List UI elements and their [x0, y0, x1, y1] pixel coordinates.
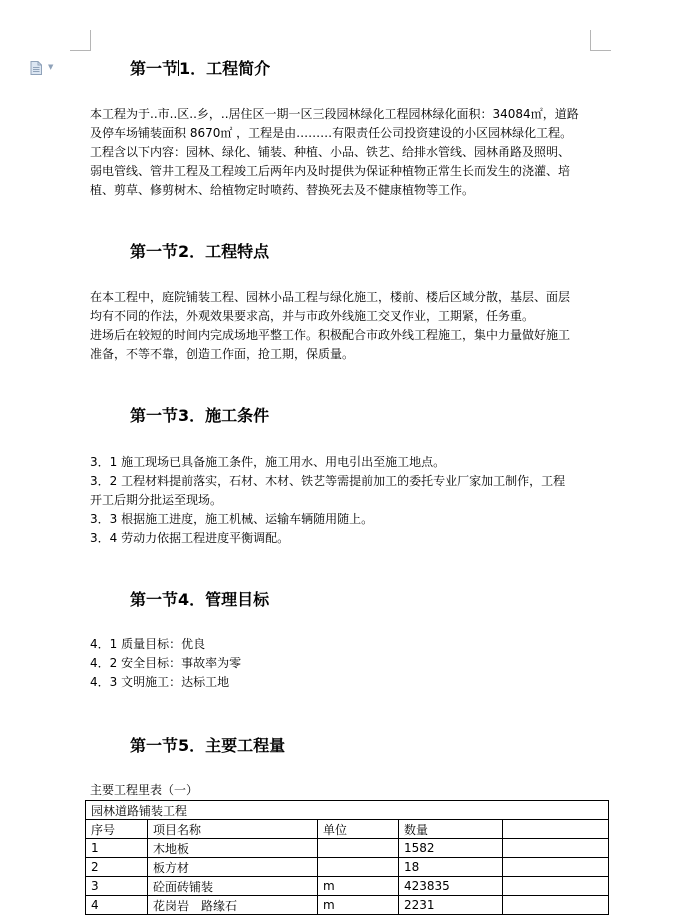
body-line: 均有不同的作法，外观效果要求高，并与市政外线施工交叉作业，工期紧，任务重。 — [90, 309, 535, 323]
table-header-cell: 单位 — [318, 820, 399, 839]
list-item: 4．3 文明施工：达标工地 — [90, 675, 230, 689]
list-item: 3．4 劳动力依据工程进度平衡调配。 — [90, 531, 290, 545]
section-heading-1 — [130, 59, 270, 79]
table-cell: 18 — [399, 858, 503, 877]
text-cursor — [178, 60, 179, 76]
table-cell: m — [318, 896, 399, 915]
table-cell: 4 — [86, 896, 148, 915]
body-line: 准备，不等不靠，创造工作面，抢工期，保质量。 — [90, 347, 355, 361]
table-cell — [503, 858, 609, 877]
table-group-row — [86, 801, 609, 820]
list-item: 3．3 根据施工进度，施工机械、运输车辆随用随上。 — [90, 512, 374, 526]
table-cell — [503, 896, 609, 915]
table-cell: 2231 — [399, 896, 503, 915]
table-cell: 花岗岩 路缘石 — [148, 896, 318, 915]
table-row — [86, 858, 609, 877]
quantity-table — [85, 800, 609, 915]
table-cell — [318, 858, 399, 877]
section-body-1 — [90, 105, 595, 200]
table-caption: 主要工程里表（一） — [90, 783, 199, 797]
table-header-cell — [503, 820, 609, 839]
table-header-cell: 数量 — [399, 820, 503, 839]
table-header-row — [86, 820, 609, 839]
list-item: 3．1 施工现场已具备施工条件，施工用水、用电引出至施工地点。 — [90, 455, 446, 469]
heading-text: 第一节2．工程特点 — [130, 242, 270, 261]
section-body-4 — [90, 635, 595, 692]
page-corner-mark-top-left — [70, 30, 91, 51]
dropdown-caret-icon[interactable]: ▼ — [48, 63, 54, 71]
list-item: 开工后期分批运至现场。 — [90, 493, 223, 507]
body-line: 在本工程中，庭院铺装工程、园林小品工程与绿化施工，楼前、楼后区域分散，基层、面层 — [90, 290, 571, 304]
section-heading-2 — [130, 242, 269, 262]
list-item: 4．2 安全目标：事故率为零 — [90, 656, 242, 670]
body-line: 本工程为于..市..区..乡，..居住区一期一区三段园林绿化工程园林绿化面积：34084㎡，道路 — [90, 107, 579, 121]
table-cell: 板方材 — [148, 858, 318, 877]
table-cell: 1582 — [399, 839, 503, 858]
section-body-2 — [90, 288, 595, 364]
page-corner-mark-top-right — [590, 30, 611, 51]
table-row — [86, 896, 609, 915]
table-group-title: 园林道路铺装工程 — [86, 801, 609, 820]
body-line: 进场后在较短的时间内完成场地平整工作。积极配合市政外线工程施工，集中力量做好施工 — [90, 328, 571, 342]
table-cell — [318, 839, 399, 858]
section-heading-4 — [130, 590, 269, 610]
body-line: 及停车场铺装面积 8670㎡ ，工程是由………有限责任公司投资建设的小区园林绿化工程。 — [90, 126, 573, 140]
heading-text: 第一节1．工程简介 — [130, 59, 271, 78]
table-cell: 423835 — [399, 877, 503, 896]
list-item: 4．1 质量目标：优良 — [90, 637, 206, 651]
list-item: 3．2 工程材料提前落实，石材、木材、铁艺等需提前加工的委托专业厂家加工制作，工程 — [90, 474, 566, 488]
heading-text: 第一节5．主要工程量 — [130, 736, 286, 755]
heading-text: 第一节3．施工条件 — [130, 406, 270, 425]
section-heading-3 — [130, 406, 269, 426]
table-cell: 砼面砖铺装 — [148, 877, 318, 896]
table-row — [86, 839, 609, 858]
body-line: 植、剪草、修剪树木、给植物定时喷药、替换死去及不健康植物等工作。 — [90, 183, 475, 197]
table-cell — [503, 839, 609, 858]
document-icon[interactable] — [30, 61, 42, 75]
table-cell: 木地板 — [148, 839, 318, 858]
table-row — [86, 877, 609, 896]
table-header-cell: 序号 — [86, 820, 148, 839]
table-cell: m — [318, 877, 399, 896]
table-cell: 2 — [86, 858, 148, 877]
table-cell: 3 — [86, 877, 148, 896]
section-body-3 — [90, 453, 595, 548]
heading-text: 第一节4．管理目标 — [130, 590, 270, 609]
table-cell — [503, 877, 609, 896]
body-line: 工程含以下内容：园林、绿化、铺装、种植、小品、铁艺、给排水管线、园林甬路及照明、 — [90, 145, 571, 159]
table-cell: 1 — [86, 839, 148, 858]
table-header-cell: 项目名称 — [148, 820, 318, 839]
body-line: 弱电管线、管井工程及工程竣工后两年内及时提供为保证种植物正常生长而发生的浇灌、培 — [90, 164, 571, 178]
section-heading-5 — [130, 736, 285, 756]
